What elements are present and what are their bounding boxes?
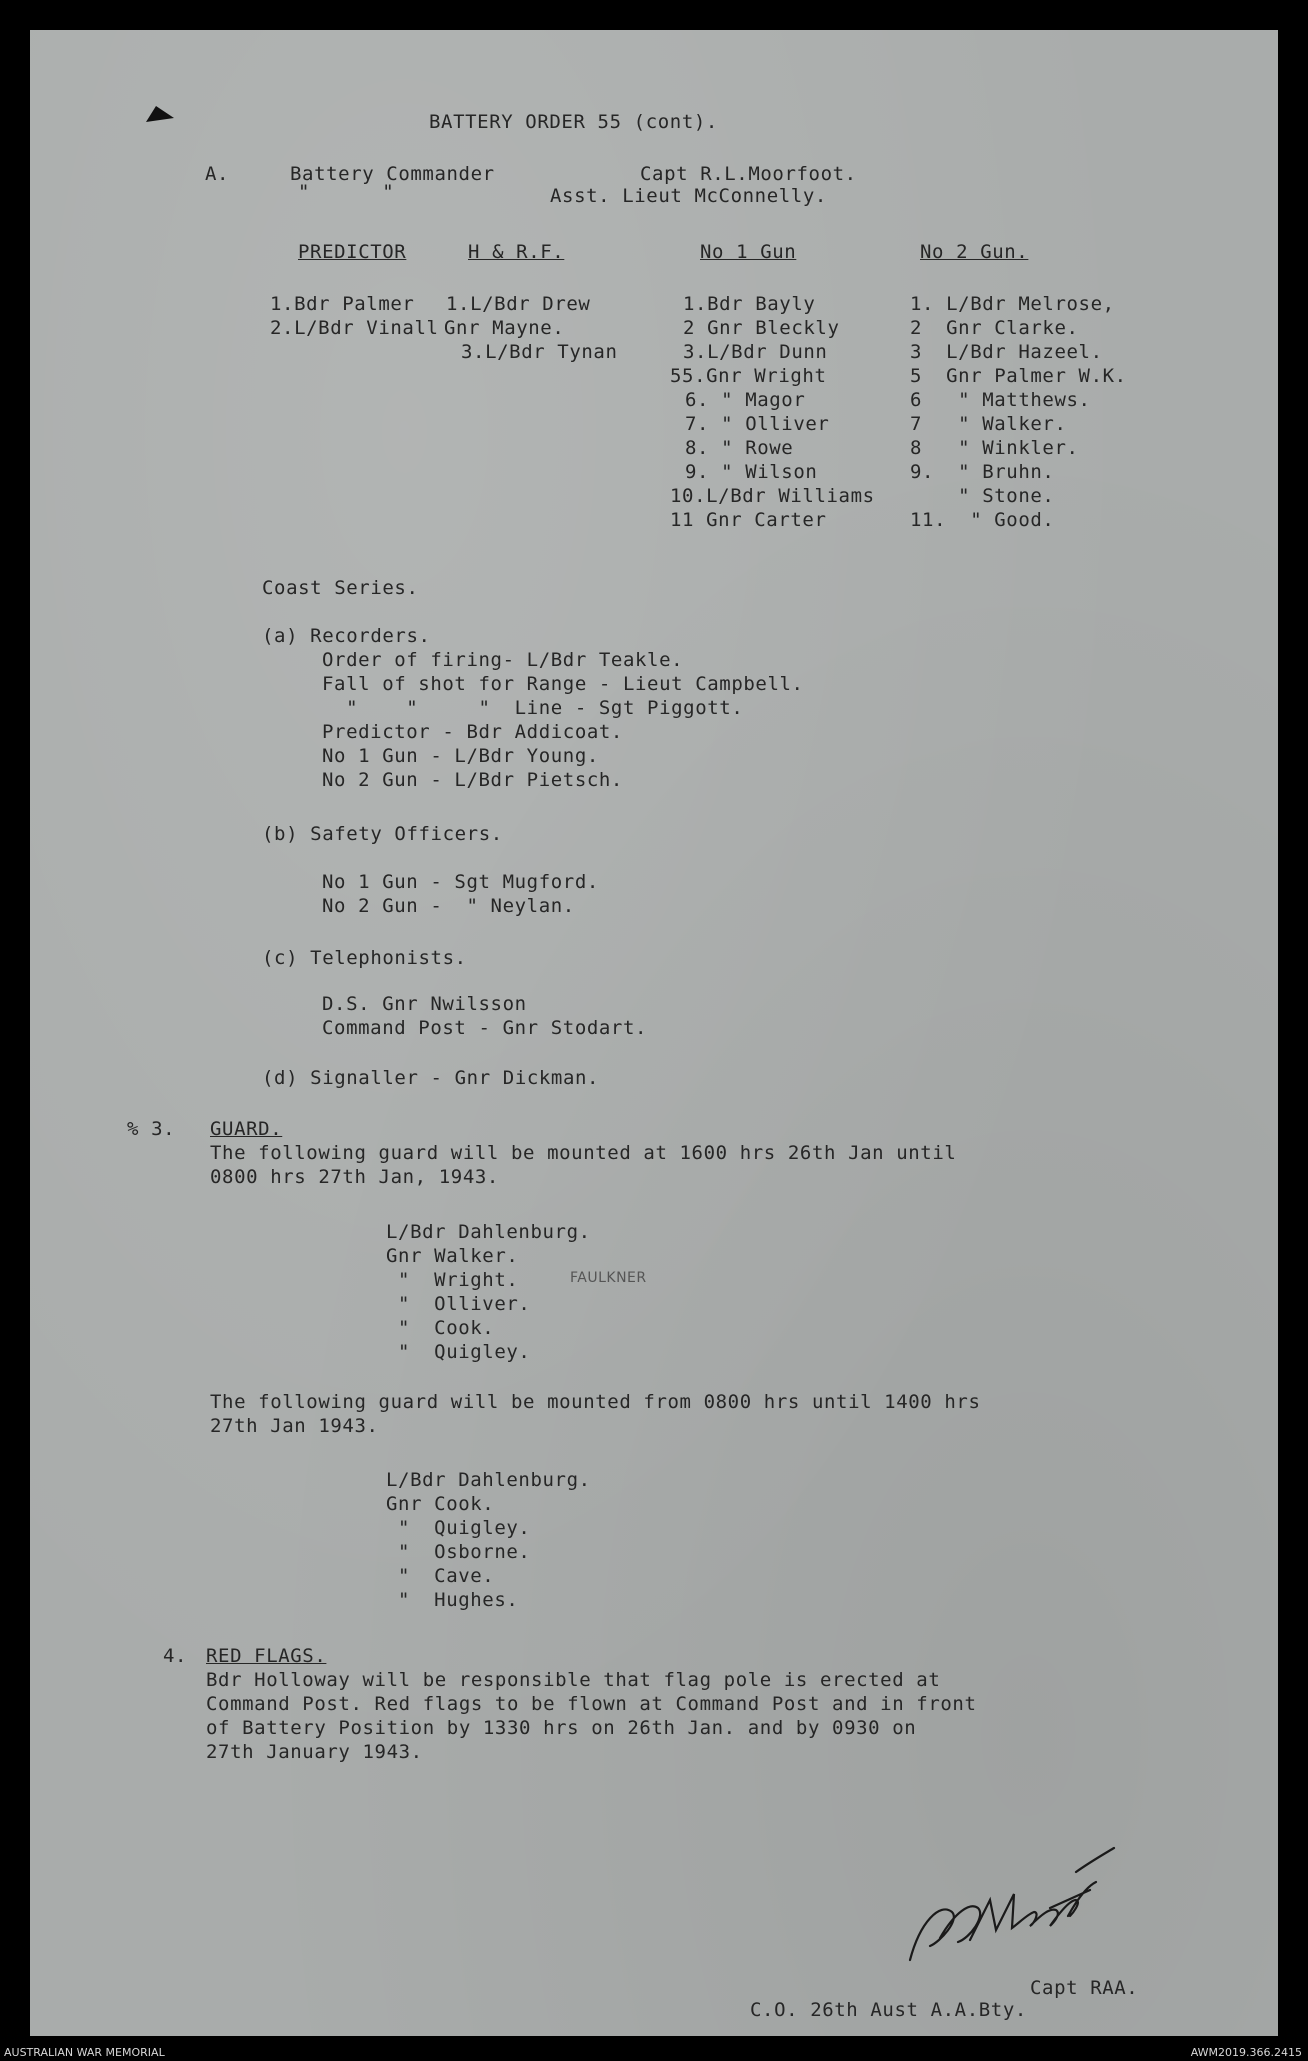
guard-intro-line: The following guard will be mounted at 1600 hrs 26th Jan until [210,1142,957,1164]
gun-2-entry: 6 " Matthews. [910,389,1091,411]
assistant-name: Asst. Lieut McConnelly. [550,185,827,207]
telephonists-heading: (c) Telephonists. [262,947,467,969]
safety-officer-line: No 2 Gun - " Neylan. [322,895,575,917]
red-flags-heading: RED FLAGS. [206,1645,327,1667]
pencil-annotation: FAULKNER [570,1270,647,1286]
recorder-line: No 1 Gun - L/Bdr Young. [322,745,599,767]
recorder-line: " " " Line - Sgt Piggott. [322,697,744,719]
gun-1-entry: 11 Gnr Carter [670,509,827,531]
handwritten-signature [900,1842,1120,1976]
predictor-entry: 2.L/Bdr Vinall [270,317,439,339]
gun-1-entry: 8. " Rowe [685,437,794,459]
header-gun-1: No 1 Gun [700,241,797,263]
safety-officers-heading: (b) Safety Officers. [262,823,503,845]
signatory-rank: Capt RAA. [1030,1977,1139,1999]
header-gun-2: No 2 Gun. [920,241,1029,263]
guard-member: " Osborne. [386,1541,531,1563]
gun-1-entry: 55.Gnr Wright [670,365,827,387]
red-flags-line: of Battery Position by 1330 hrs on 26th Jan. and by 0930 on [206,1717,917,1739]
gun-2-entry: 5 Gnr Palmer W.K. [910,365,1127,387]
safety-officer-line: No 1 Gun - Sgt Mugford. [322,871,599,893]
guard-member: " Olliver. [386,1293,531,1315]
gun-2-entry: 11. " Good. [910,509,1055,531]
battery-commander-label: Battery Commander [290,163,495,185]
gun-1-entry: 1.Bdr Bayly [683,293,816,315]
archive-footer-left: AUSTRALIAN WAR MEMORIAL [4,2046,165,2059]
guard-member: L/Bdr Dahlenburg. [386,1469,591,1491]
signatory-unit: C.O. 26th Aust A.A.Bty. [750,1999,1027,2021]
red-flags-line: Bdr Holloway will be responsible that flag pole is erected at [206,1669,941,1691]
ditto-marks: " " [298,181,395,203]
hrf-entry: 3.L/Bdr Tynan [461,341,618,363]
recorder-line: Predictor - Bdr Addicoat. [322,721,623,743]
section-3-marker: % 3. [127,1118,176,1140]
guard-member: " Cave. [386,1565,495,1587]
gun-1-entry: 3.L/Bdr Dunn [683,341,828,363]
guard-intro-line: 0800 hrs 27th Jan, 1943. [210,1166,499,1188]
telephonist-line: Command Post - Gnr Stodart. [322,1017,648,1039]
guard-intro-line: The following guard will be mounted from 0800 hrs until 1400 hrs [210,1391,981,1413]
gun-1-entry: 6. " Magor [685,389,806,411]
hrf-entry: Gnr Mayne. [444,317,565,339]
guard-member: Gnr Walker. [386,1245,519,1267]
document-page [30,30,1278,2036]
gun-2-entry: 9. " Bruhn. [910,461,1055,483]
gun-1-entry: 7. " Olliver [685,413,830,435]
guard-member: Gnr Cook. [386,1493,495,1515]
recorder-line: No 2 Gun - L/Bdr Pietsch. [322,769,623,791]
guard-member: L/Bdr Dahlenburg. [386,1221,591,1243]
section-a-label: A. [205,163,230,185]
telephonist-line: D.S. Gnr Nwilsson [322,993,527,1015]
hrf-entry: 1.L/Bdr Drew [446,293,591,315]
gun-2-entry: 3 L/Bdr Hazeel. [910,341,1103,363]
gun-2-entry: 1. L/Bdr Melrose, [910,293,1115,315]
coast-series-heading: Coast Series. [262,577,419,599]
gun-2-entry: 7 " Walker. [910,413,1067,435]
guard-member: " Cook. [386,1317,495,1339]
guard-member: " Quigley. [386,1341,531,1363]
guard-member: " Wright. [386,1269,519,1291]
header-predictor: PREDICTOR [298,241,407,263]
gun-2-entry: " Stone. [910,485,1055,507]
recorders-heading: (a) Recorders. [262,625,431,647]
battery-commander-name: Capt R.L.Moorfoot. [640,163,857,185]
predictor-entry: 1.Bdr Palmer [270,293,415,315]
red-flags-line: Command Post. Red flags to be flown at Command Post and in front [206,1693,977,1715]
guard-member: " Quigley. [386,1517,531,1539]
gun-1-entry: 9. " Wilson [685,461,818,483]
header-hrf: H & R.F. [468,241,565,263]
recorder-line: Order of firing- L/Bdr Teakle. [322,649,684,671]
archive-footer-right: AWM2019.366.2415 [1190,2046,1302,2059]
guard-heading: GUARD. [210,1118,283,1140]
gun-1-entry: 2 Gnr Bleckly [683,317,840,339]
signaller-line: (d) Signaller - Gnr Dickman. [262,1067,600,1089]
gun-1-entry: 10.L/Bdr Williams [670,485,875,507]
guard-intro-line: 27th Jan 1943. [210,1415,379,1437]
gun-2-entry: 8 " Winkler. [910,437,1079,459]
red-flags-line: 27th January 1943. [206,1741,423,1763]
corner-tear-mark [146,104,176,128]
guard-member: " Hughes. [386,1589,519,1611]
document-title: BATTERY ORDER 55 (cont). [429,111,718,133]
section-4-number: 4. [163,1645,188,1667]
recorder-line: Fall of shot for Range - Lieut Campbell. [322,673,804,695]
gun-2-entry: 2 Gnr Clarke. [910,317,1079,339]
